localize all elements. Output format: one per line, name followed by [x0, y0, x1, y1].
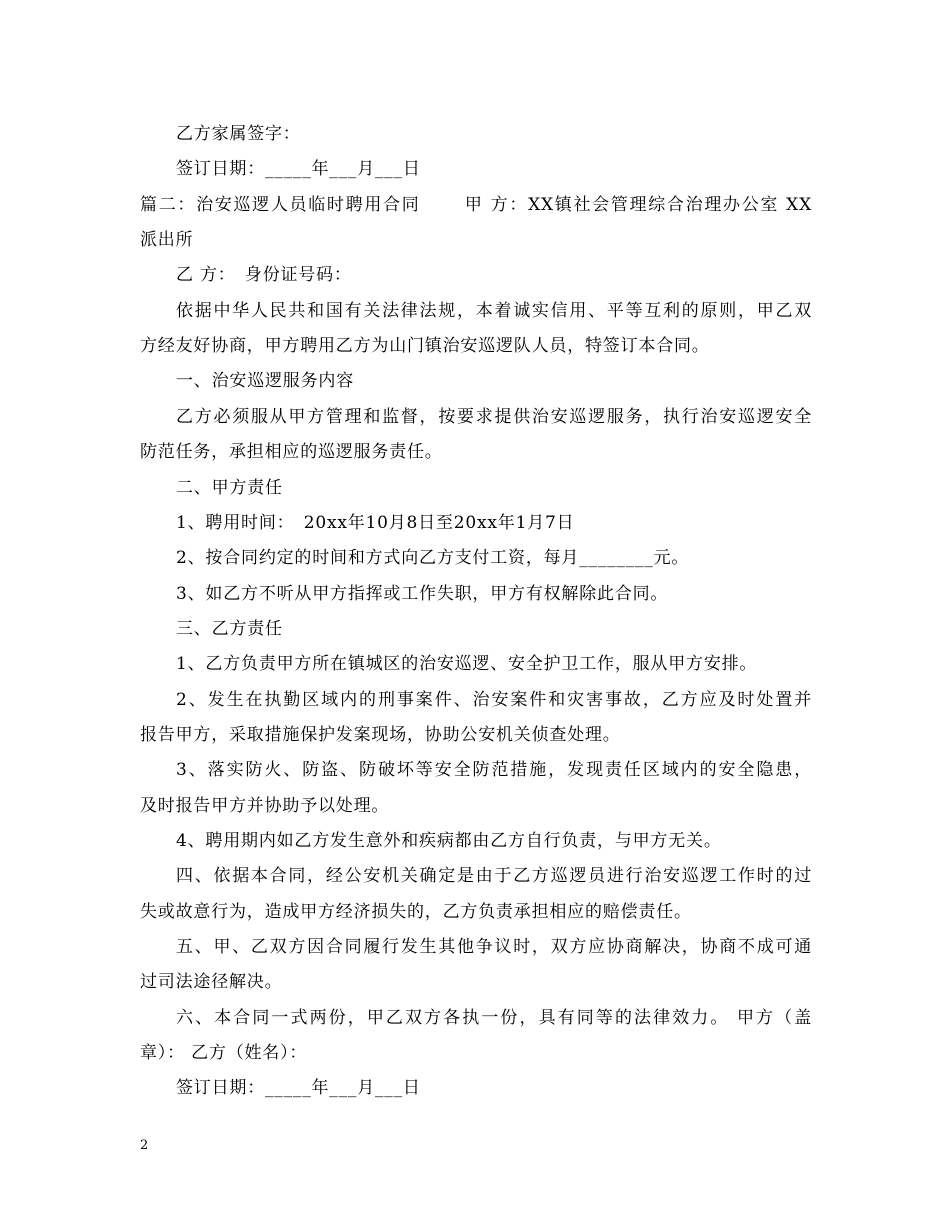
page-number: 2: [140, 1138, 149, 1153]
text-line: 依据中华人民共和国有关法律法规，本着诚实信用、平等互利的原则，甲乙双: [176, 301, 812, 321]
text-line: 三、乙方责任: [176, 619, 283, 639]
text-line: 签订日期：_____年___月___日: [176, 159, 421, 179]
text-line: 四、依据本合同，经公安机关确定是由于乙方巡逻员进行治安巡逻工作时的过: [176, 866, 812, 886]
text-line: 乙方必须服从甲方管理和监督，按要求提供治安巡逻服务，执行治安巡逻安全: [176, 407, 812, 427]
text-line: 二、甲方责任: [176, 478, 283, 498]
text-line: 3、落实防火、防盗、防破坏等安全防范措施，发现责任区域内的安全隐患，: [176, 760, 812, 780]
text-line: 乙方家属签字：: [176, 124, 301, 144]
text-line: 失或故意行为，造成甲方经济损失的，乙方负责承担相应的赔偿责任。: [140, 902, 692, 922]
text-line: 派出所: [140, 230, 194, 250]
text-line: 2、发生在执勤区域内的刑事案件、治安案件和灾害事故，乙方应及时处置并: [176, 690, 812, 710]
text-line: 乙 方： 身份证号码：: [176, 265, 352, 285]
text-line: 1、乙方负责甲方所在镇城区的治安巡逻、安全护卫工作，服从甲方安排。: [176, 654, 758, 674]
text-line: 报告甲方，采取措施保护发案现场，协助公安机关侦查处理。: [140, 725, 621, 745]
text-line: 2、按合同约定的时间和方式向乙方支付工资，每月________元。: [176, 548, 690, 568]
text-line: 篇二：治安巡逻人员临时聘用合同 甲 方：XX镇社会管理综合治理办公室 XX: [140, 195, 812, 215]
text-line: 一、治安巡逻服务内容: [176, 371, 354, 391]
text-line: 4、聘用期内如乙方发生意外和疾病都由乙方自行负责，与甲方无关。: [176, 831, 722, 851]
text-line: 六、本合同一式两份，甲乙双方各执一份，具有同等的法律效力。 甲方（盖: [176, 1008, 812, 1028]
text-line: 五、甲、乙双方因合同履行发生其他争议时，双方应协商解决，协商不成可通: [176, 937, 812, 957]
text-line: 章）： 乙方（姓名）：: [140, 1043, 308, 1063]
text-line: 防范任务，承担相应的巡逻服务责任。: [140, 442, 443, 462]
text-line: 签订日期：_____年___月___日: [176, 1078, 421, 1098]
text-line: 及时报告甲方并协助予以处理。: [140, 796, 390, 816]
text-line: 3、如乙方不听从甲方指挥或工作失职，甲方有权解除此合同。: [176, 584, 669, 604]
text-line: 方经友好协商，甲方聘用乙方为山门镇治安巡逻队人员，特签订本合同。: [140, 336, 710, 356]
text-line: 过司法途径解决。: [140, 972, 283, 992]
text-line: 1、聘用时间： 20xx年10月8日至20xx年1月7日: [176, 513, 575, 533]
